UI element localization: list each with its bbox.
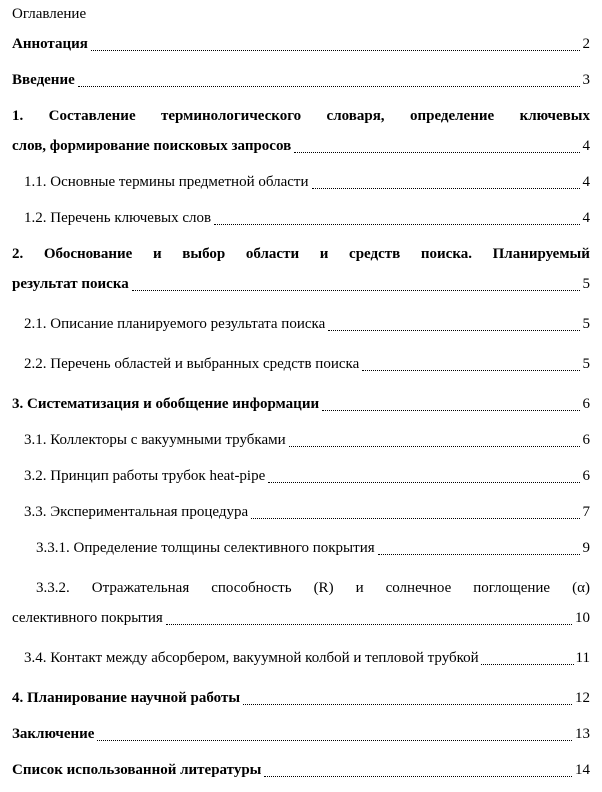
toc-entry-line1[interactable] — [36, 580, 590, 600]
toc-leader — [97, 739, 572, 741]
word: солнечное — [385, 580, 452, 596]
toc-entry[interactable] — [24, 650, 590, 670]
word: поиска. — [420, 246, 472, 262]
toc-title: Оглавление — [12, 6, 87, 22]
toc-entry-page: 6 — [582, 396, 590, 412]
toc-leader — [91, 49, 580, 51]
toc-entry-page: 11 — [575, 650, 590, 666]
toc-entry[interactable] — [24, 356, 590, 376]
toc-entry-page: 13 — [575, 726, 590, 742]
toc-leader — [214, 223, 579, 225]
word: терминологического — [161, 108, 302, 124]
word: определение — [409, 108, 495, 124]
word: словаря, — [326, 108, 385, 124]
toc-entry-title: слов, формирование поисковых запросов — [12, 138, 292, 154]
toc-entry-title: 2.1. Описание планируемого результата поиска — [24, 316, 326, 332]
toc-entry-title: Аннотация — [12, 36, 88, 52]
toc-entry-title: 3.3. Экспериментальная процедура — [24, 504, 249, 520]
toc-entry-page: 10 — [575, 610, 590, 626]
word: 2. — [12, 246, 24, 262]
toc-entry-title: 3. Систематизация и обобщение информации — [12, 396, 320, 412]
toc-entry-page: 3 — [582, 72, 590, 88]
toc-entry-page: 4 — [582, 138, 590, 154]
toc-leader — [264, 775, 572, 777]
toc-entry[interactable] — [24, 210, 590, 230]
toc-entry-page: 5 — [582, 356, 590, 372]
toc-entry-title: Заключение — [12, 726, 95, 742]
toc-entry-title: 3.3.1. Определение толщины селективного покрытия — [36, 540, 375, 556]
word: 3.3.2. — [36, 580, 70, 596]
toc-leader — [243, 703, 572, 705]
word: (α) — [572, 580, 590, 596]
toc-leader — [294, 151, 579, 153]
toc-entry-title: 3.4. Контакт между абсорбером, вакуумной колбой и тепловой трубкой — [24, 650, 479, 666]
word: выбор — [182, 246, 226, 262]
toc-entry-title: 4. Планирование научной работы — [12, 690, 241, 706]
toc-leader — [362, 369, 579, 371]
toc-entry-title: 3.1. Коллекторы с вакуумными трубками — [24, 432, 286, 448]
toc-entry-page: 4 — [582, 174, 590, 190]
word: Отражательная — [91, 580, 190, 596]
toc-leader — [378, 553, 580, 555]
toc-entry-page: 5 — [582, 316, 590, 332]
word: Планируемый — [492, 246, 590, 262]
word: Обоснование — [43, 246, 133, 262]
word: области — [245, 246, 300, 262]
toc-entry-title: 1.2. Перечень ключевых слов — [24, 210, 212, 226]
toc-entry[interactable] — [12, 138, 590, 158]
toc-entry-page: 5 — [582, 276, 590, 292]
toc-leader — [132, 289, 580, 291]
word: ключевых — [519, 108, 590, 124]
toc-entry-page: 4 — [582, 210, 590, 226]
toc-leader — [268, 481, 579, 483]
word: средств — [349, 246, 401, 262]
toc-entry-page: 7 — [582, 504, 590, 520]
toc-entry[interactable] — [12, 726, 590, 746]
toc-entry-line1[interactable] — [12, 246, 590, 266]
toc-leader — [312, 187, 580, 189]
toc-entry[interactable] — [12, 690, 590, 710]
toc-entry[interactable] — [12, 72, 590, 92]
toc-entry-title: 2.2. Перечень областей и выбранных средств поиска — [24, 356, 360, 372]
word: поглощение — [473, 580, 551, 596]
word: 1. — [12, 108, 24, 124]
toc-leader — [481, 663, 574, 665]
toc-entry-page: 12 — [575, 690, 590, 706]
word: способность — [211, 580, 292, 596]
toc-entry-title: результат поиска — [12, 276, 129, 292]
toc-leader — [289, 445, 580, 447]
toc-entry-title: 3.2. Принцип работы трубок heat-pipe — [24, 468, 266, 484]
toc-entry-line1[interactable] — [12, 108, 590, 128]
word: (R) — [313, 580, 334, 596]
toc-entry-page: 6 — [582, 468, 590, 484]
toc-entry[interactable] — [24, 468, 590, 488]
toc-entry-title: Введение — [12, 72, 75, 88]
toc-entry-page: 2 — [582, 36, 590, 52]
toc-entry[interactable] — [36, 540, 590, 560]
word: и — [152, 246, 162, 262]
toc-entry-page: 9 — [582, 540, 590, 556]
toc-entry[interactable] — [12, 610, 590, 630]
toc-entry[interactable] — [12, 36, 590, 56]
toc-entry-title: 1.1. Основные термины предметной области — [24, 174, 309, 190]
toc-entry-page: 6 — [582, 432, 590, 448]
toc-entry[interactable] — [12, 396, 590, 416]
toc-entry[interactable] — [24, 504, 590, 524]
toc-leader — [166, 623, 572, 625]
toc-leader — [251, 517, 579, 519]
toc-entry[interactable] — [12, 276, 590, 296]
toc-entry-title: Список использованной литературы — [12, 762, 262, 778]
word: и — [355, 580, 364, 596]
toc-leader — [322, 409, 579, 411]
word: и — [319, 246, 329, 262]
toc-entry[interactable] — [12, 762, 590, 782]
toc-entry-title: селективного покрытия — [12, 610, 163, 626]
toc-entry[interactable] — [24, 316, 590, 336]
toc-entry[interactable] — [24, 174, 590, 194]
toc-leader — [328, 329, 579, 331]
toc-entry-page: 14 — [575, 762, 590, 778]
word: Составление — [48, 108, 136, 124]
toc-entry[interactable] — [24, 432, 590, 452]
toc-leader — [78, 85, 580, 87]
